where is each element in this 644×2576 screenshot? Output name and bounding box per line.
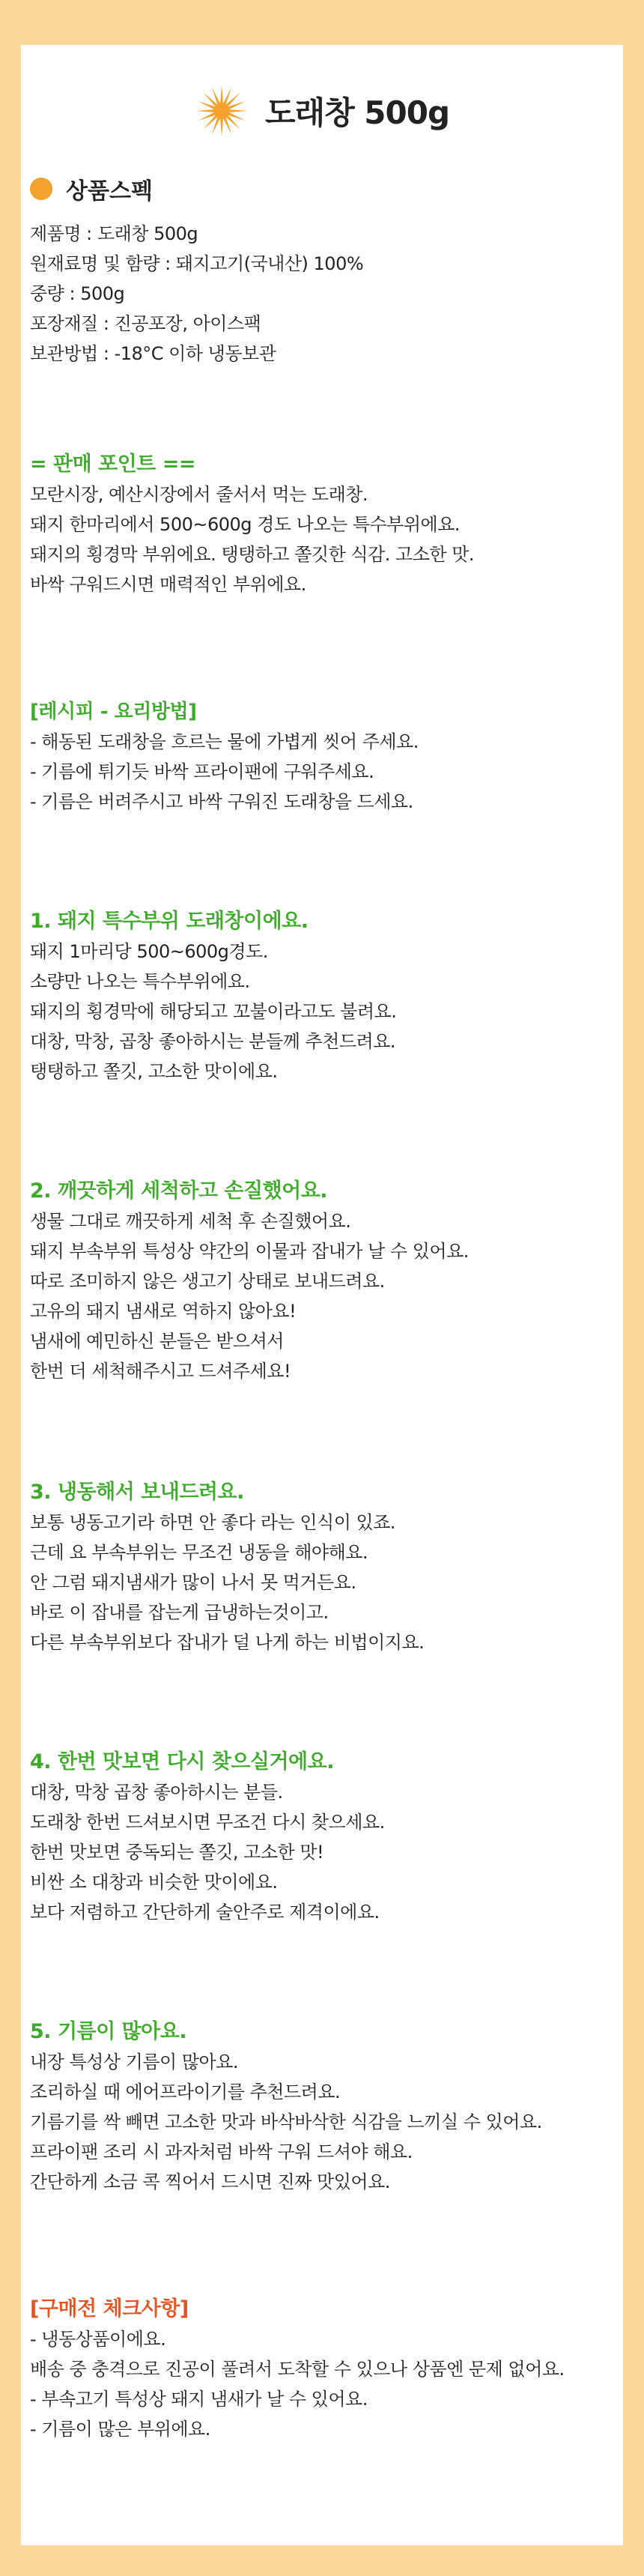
sunburst-icon <box>195 84 249 138</box>
section-line: - 기름이 많은 부위에요. <box>30 2419 210 2440</box>
section-line: 돼지 부속부위 특성상 약간의 이물과 잡내가 날 수 있어요. <box>30 1241 469 1262</box>
section-heading: [구매전 체크사항] <box>30 2297 189 2320</box>
section-line: 대창, 막창 곱창 좋아하시는 분들. <box>30 1782 283 1803</box>
section-line: 한번 맛보면 중독되는 쫄깃, 고소한 맛! <box>30 1842 324 1863</box>
spec-line: 원재료명 및 함량 : 돼지고기(국내산) 100% <box>30 253 364 274</box>
section-line: 도래창 한번 드셔보시면 무조건 다시 찾으세요. <box>30 1812 385 1833</box>
section-line: 냄새에 예민하신 분들은 받으셔서 <box>30 1331 284 1352</box>
spec-heading <box>30 172 153 205</box>
section-line: 보통 냉동고기라 하면 안 좋다 라는 인식이 있죠. <box>30 1512 396 1533</box>
section-line: - 기름에 튀기듯 바싹 프라이팬에 구워주세요. <box>30 761 374 782</box>
section-heading: 4. 한번 맛보면 다시 찾으실거에요. <box>30 1750 334 1774</box>
section-line: 탱탱하고 쫄깃, 고소한 맛이에요. <box>30 1061 278 1082</box>
spec-line: 제품명 : 도래창 500g <box>30 223 198 244</box>
section-sales-points <box>30 450 614 599</box>
section-line: 비싼 소 대창과 비슷한 맛이에요. <box>30 1872 278 1893</box>
section-line: - 해동된 도래창을 흐르는 물에 가볍게 씻어 주세요. <box>30 731 419 752</box>
section-point-4 <box>30 1747 614 1927</box>
section-heading: = 판매 포인트 == <box>30 453 195 476</box>
section-point-2 <box>30 1176 614 1386</box>
section-purchase-check <box>30 2294 614 2444</box>
title-row <box>21 81 623 141</box>
section-line: 고유의 돼지 냄새로 역하지 않아요! <box>30 1301 297 1322</box>
section-line: 생물 그대로 깨끗하게 세척 후 손질했어요. <box>30 1211 351 1232</box>
section-point-3 <box>30 1478 614 1657</box>
section-line: 대창, 막창, 곱창 좋아하시는 분들께 추천드려요. <box>30 1031 396 1052</box>
spec-line: 보관방법 : -18°C 이하 냉동보관 <box>30 343 276 364</box>
section-line: 조리하실 때 에어프라이기를 추천드려요. <box>30 2081 341 2102</box>
spec-list <box>30 219 614 369</box>
section-recipe <box>30 697 614 817</box>
section-line: 따로 조미하지 않은 생고기 상태로 보내드려요. <box>30 1271 385 1292</box>
section-heading: 2. 깨끗하게 세척하고 손질했어요. <box>30 1179 328 1203</box>
section-heading: 5. 기름이 많아요. <box>30 2020 187 2043</box>
section-line: 바싹 구워드시면 매력적인 부위에요. <box>30 574 306 595</box>
section-line: - 기름은 버려주시고 바싹 구워진 도래창을 드세요. <box>30 791 413 812</box>
dot-icon <box>30 178 52 200</box>
section-line: - 냉동상품이에요. <box>30 2329 166 2350</box>
section-line: 돼지 1마리당 500~600g경도. <box>30 941 268 962</box>
section-line: 배송 중 충격으로 진공이 풀려서 도착할 수 있으나 상품엔 문제 없어요. <box>30 2359 565 2380</box>
section-line: 내장 특성상 기름이 많아요. <box>30 2052 239 2072</box>
section-point-1 <box>30 907 614 1086</box>
section-line: 소량만 나오는 특수부위에요. <box>30 971 250 992</box>
section-heading: 1. 돼지 특수부위 도래창이에요. <box>30 910 309 933</box>
spec-line: 중량 : 500g <box>30 283 125 304</box>
section-line: 보다 저렴하고 간단하게 술안주로 제격이에요. <box>30 1902 380 1923</box>
section-line: 안 그럼 돼지냄새가 많이 나서 못 먹거든요. <box>30 1572 356 1593</box>
page-title: 도래창 500g <box>264 94 450 131</box>
section-heading: 3. 냉동해서 보내드려요. <box>30 1481 244 1504</box>
spec-heading-label: 상품스펙 <box>66 178 153 205</box>
spec-line: 포장재질 : 진공포장, 아이스팩 <box>30 313 261 334</box>
section-line: - 부속고기 특성상 돼지 냄새가 날 수 있어요. <box>30 2389 368 2410</box>
section-line: 돼지의 횡경막에 해당되고 꼬불이라고도 불려요. <box>30 1001 397 1022</box>
section-line: 돼지의 횡경막 부위에요. 탱탱하고 쫄깃한 식감. 고소한 맛. <box>30 544 475 565</box>
section-heading: [레시피 - 요리방법] <box>30 701 197 723</box>
section-line: 기름기를 싹 빼면 고소한 맛과 바삭바삭한 식감을 느끼실 수 있어요. <box>30 2111 542 2132</box>
section-line: 한번 더 세척해주시고 드셔주세요! <box>30 1361 291 1382</box>
section-line: 모란시장, 예산시장에서 줄서서 먹는 도래창. <box>30 484 368 505</box>
section-line: 다른 부속부위보다 잡내가 덜 나게 하는 비법이지요. <box>30 1632 425 1653</box>
section-line: 근데 요 부속부위는 무조건 냉동을 해야해요. <box>30 1542 368 1563</box>
section-line: 프라이팬 조리 시 과자처럼 바싹 구워 드셔야 해요. <box>30 2141 413 2162</box>
section-line: 간단하게 소금 콕 찍어서 드시면 진짜 맛있어요. <box>30 2171 390 2192</box>
section-point-5 <box>30 2017 614 2197</box>
section-line: 바로 이 잡내를 잡는게 급냉하는것이고. <box>30 1602 329 1623</box>
section-line: 돼지 한마리에서 500~600g 경도 나오는 특수부위에요. <box>30 514 461 535</box>
product-detail-card <box>21 45 623 2545</box>
